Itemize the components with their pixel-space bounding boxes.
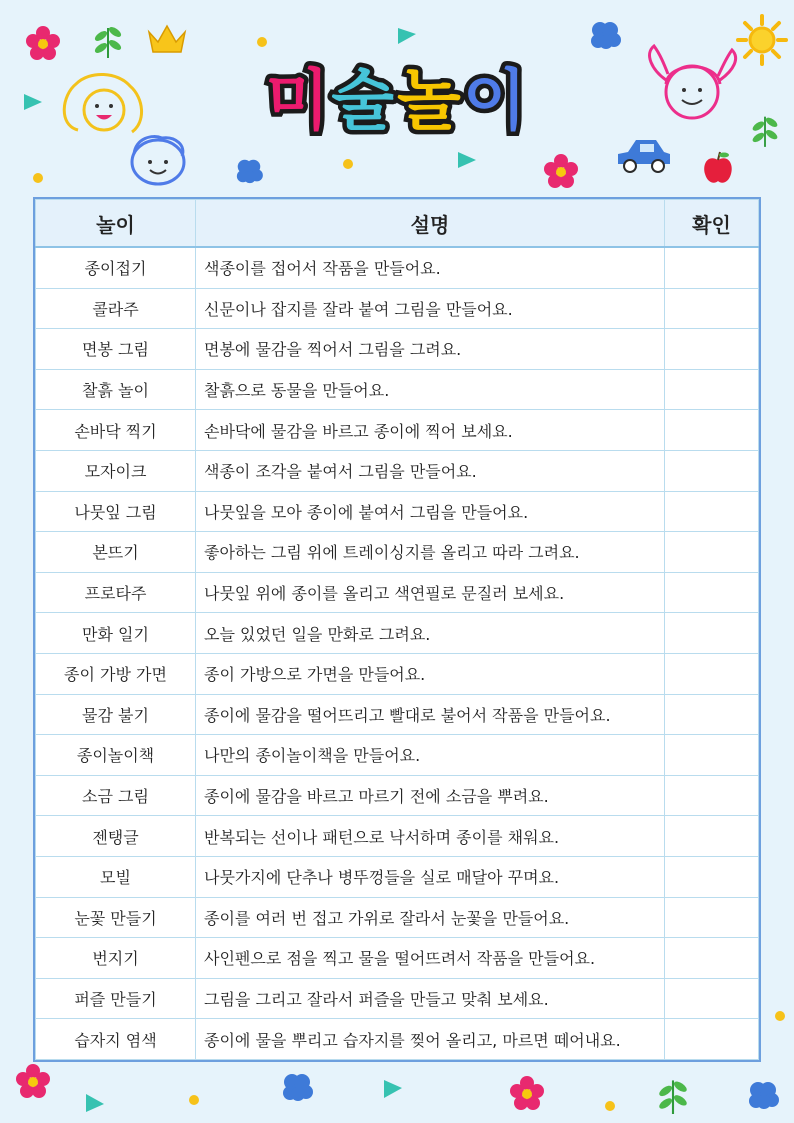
table-row bbox=[36, 491, 759, 532]
apple-icon bbox=[702, 150, 734, 186]
activity-name: 모자이크 bbox=[36, 450, 196, 491]
dot-icon bbox=[342, 158, 354, 170]
flower-icon bbox=[26, 26, 60, 60]
check-cell[interactable] bbox=[665, 532, 759, 573]
activity-table bbox=[33, 197, 761, 1062]
cloud-flower-icon bbox=[234, 158, 264, 184]
check-cell[interactable] bbox=[665, 1019, 759, 1060]
crown-icon bbox=[146, 22, 188, 56]
activity-description: 종이를 여러 번 접고 가위로 잘라서 눈꽃을 만들어요. bbox=[196, 897, 665, 938]
check-cell[interactable] bbox=[665, 613, 759, 654]
triangle-icon bbox=[394, 26, 418, 46]
column-header-description: 설명 bbox=[196, 200, 665, 248]
activity-name: 콜라주 bbox=[36, 288, 196, 329]
activity-name: 찰흙 놀이 bbox=[36, 369, 196, 410]
table-row bbox=[36, 532, 759, 573]
cloud-flower-icon bbox=[746, 1080, 780, 1110]
activity-name: 프로타주 bbox=[36, 572, 196, 613]
check-cell[interactable] bbox=[665, 410, 759, 451]
cloud-flower-icon bbox=[588, 20, 622, 50]
activity-name: 퍼즐 만들기 bbox=[36, 978, 196, 1019]
activity-name: 면봉 그림 bbox=[36, 329, 196, 370]
check-cell[interactable] bbox=[665, 978, 759, 1019]
triangle-icon bbox=[380, 1078, 404, 1100]
activity-description: 색종이 조각을 붙여서 그림을 만들어요. bbox=[196, 450, 665, 491]
activity-description: 손바닥에 물감을 바르고 종이에 찍어 보세요. bbox=[196, 410, 665, 451]
table-row bbox=[36, 1019, 759, 1060]
table-row bbox=[36, 613, 759, 654]
activity-description: 사인펜으로 점을 찍고 물을 떨어뜨려서 작품을 만들어요. bbox=[196, 938, 665, 979]
activity-name: 물감 불기 bbox=[36, 694, 196, 735]
check-cell[interactable] bbox=[665, 694, 759, 735]
check-cell[interactable] bbox=[665, 288, 759, 329]
dot-icon bbox=[604, 1100, 616, 1112]
check-cell[interactable] bbox=[665, 572, 759, 613]
activity-name: 번지기 bbox=[36, 938, 196, 979]
check-cell[interactable] bbox=[665, 897, 759, 938]
activity-name: 눈꽃 만들기 bbox=[36, 897, 196, 938]
activity-description: 오늘 있었던 일을 만화로 그려요. bbox=[196, 613, 665, 654]
check-cell[interactable] bbox=[665, 816, 759, 857]
page-title-char: 놀 bbox=[397, 62, 463, 139]
boy-face-doodle-icon bbox=[118, 130, 198, 190]
activity-description: 찰흙으로 동물을 만들어요. bbox=[196, 369, 665, 410]
activity-description: 종이에 물감을 떨어뜨리고 빨대로 불어서 작품을 만들어요. bbox=[196, 694, 665, 735]
check-cell[interactable] bbox=[665, 329, 759, 370]
activity-description: 면봉에 물감을 찍어서 그림을 그려요. bbox=[196, 329, 665, 370]
flower-icon bbox=[544, 154, 578, 188]
flower-icon bbox=[510, 1076, 544, 1110]
activity-description: 종이 가방으로 가면을 만들어요. bbox=[196, 653, 665, 694]
table-row bbox=[36, 288, 759, 329]
page-title-char: 이 bbox=[462, 62, 529, 139]
activity-description: 종이에 물을 뿌리고 습자지를 찢어 올리고, 마르면 떼어내요. bbox=[196, 1019, 665, 1060]
table-row bbox=[36, 329, 759, 370]
table-row bbox=[36, 247, 759, 288]
column-header-activity: 놀이 bbox=[36, 200, 196, 248]
activity-description: 나뭇가지에 단추나 병뚜껑들을 실로 매달아 꾸며요. bbox=[196, 856, 665, 897]
table-row bbox=[36, 775, 759, 816]
activity-description: 나만의 종이놀이책을 만들어요. bbox=[196, 735, 665, 776]
dot-icon bbox=[32, 172, 44, 184]
triangle-icon bbox=[82, 1092, 106, 1114]
activity-name: 손바닥 찍기 bbox=[36, 410, 196, 451]
page-title bbox=[0, 62, 794, 139]
activity-name: 본뜨기 bbox=[36, 532, 196, 573]
triangle-icon bbox=[454, 150, 478, 170]
check-cell[interactable] bbox=[665, 735, 759, 776]
activity-description: 색종이를 접어서 작품을 만들어요. bbox=[196, 247, 665, 288]
table-row bbox=[36, 572, 759, 613]
activity-description: 좋아하는 그림 위에 트레이싱지를 올리고 따라 그려요. bbox=[196, 532, 665, 573]
activity-description: 신문이나 잡지를 잘라 붙여 그림을 만들어요. bbox=[196, 288, 665, 329]
cloud-flower-icon bbox=[280, 1072, 314, 1102]
check-cell[interactable] bbox=[665, 775, 759, 816]
check-cell[interactable] bbox=[665, 938, 759, 979]
dot-icon bbox=[774, 1010, 786, 1022]
dot-icon bbox=[188, 1094, 200, 1106]
check-cell[interactable] bbox=[665, 653, 759, 694]
page-title-char: 술 bbox=[331, 62, 397, 139]
column-header-check: 확인 bbox=[665, 200, 759, 248]
activity-name: 나뭇잎 그림 bbox=[36, 491, 196, 532]
table-header-row bbox=[36, 200, 759, 248]
check-cell[interactable] bbox=[665, 450, 759, 491]
car-icon bbox=[612, 132, 674, 176]
activity-name: 종이 가방 가면 bbox=[36, 653, 196, 694]
activity-description: 종이에 물감을 바르고 마르기 전에 소금을 뿌려요. bbox=[196, 775, 665, 816]
page-title-char: 미 bbox=[265, 62, 332, 139]
table-row bbox=[36, 816, 759, 857]
check-cell[interactable] bbox=[665, 491, 759, 532]
table-row bbox=[36, 978, 759, 1019]
check-cell[interactable] bbox=[665, 369, 759, 410]
table-row bbox=[36, 653, 759, 694]
activity-description: 나뭇잎을 모아 종이에 붙여서 그림을 만들어요. bbox=[196, 491, 665, 532]
activity-description: 그림을 그리고 잘라서 퍼즐을 만들고 맞춰 보세요. bbox=[196, 978, 665, 1019]
table-row bbox=[36, 897, 759, 938]
table-row bbox=[36, 856, 759, 897]
activity-name: 소금 그림 bbox=[36, 775, 196, 816]
table-row bbox=[36, 369, 759, 410]
activity-description: 반복되는 선이나 패턴으로 낙서하며 종이를 채워요. bbox=[196, 816, 665, 857]
flower-icon bbox=[16, 1064, 50, 1098]
table-row bbox=[36, 938, 759, 979]
activity-name: 종이접기 bbox=[36, 247, 196, 288]
activity-name: 모빌 bbox=[36, 856, 196, 897]
activity-name: 만화 일기 bbox=[36, 613, 196, 654]
leaf-sprig-icon bbox=[90, 18, 126, 58]
activity-name: 습자지 염색 bbox=[36, 1019, 196, 1060]
activity-description: 나뭇잎 위에 종이를 올리고 색연필로 문질러 보세요. bbox=[196, 572, 665, 613]
activity-name: 젠탱글 bbox=[36, 816, 196, 857]
table-row bbox=[36, 694, 759, 735]
dot-icon bbox=[256, 36, 268, 48]
table-row bbox=[36, 735, 759, 776]
table-row bbox=[36, 410, 759, 451]
leaf-sprig-icon bbox=[650, 1072, 696, 1114]
activity-name: 종이놀이책 bbox=[36, 735, 196, 776]
check-cell[interactable] bbox=[665, 856, 759, 897]
table-row bbox=[36, 450, 759, 491]
check-cell[interactable] bbox=[665, 247, 759, 288]
